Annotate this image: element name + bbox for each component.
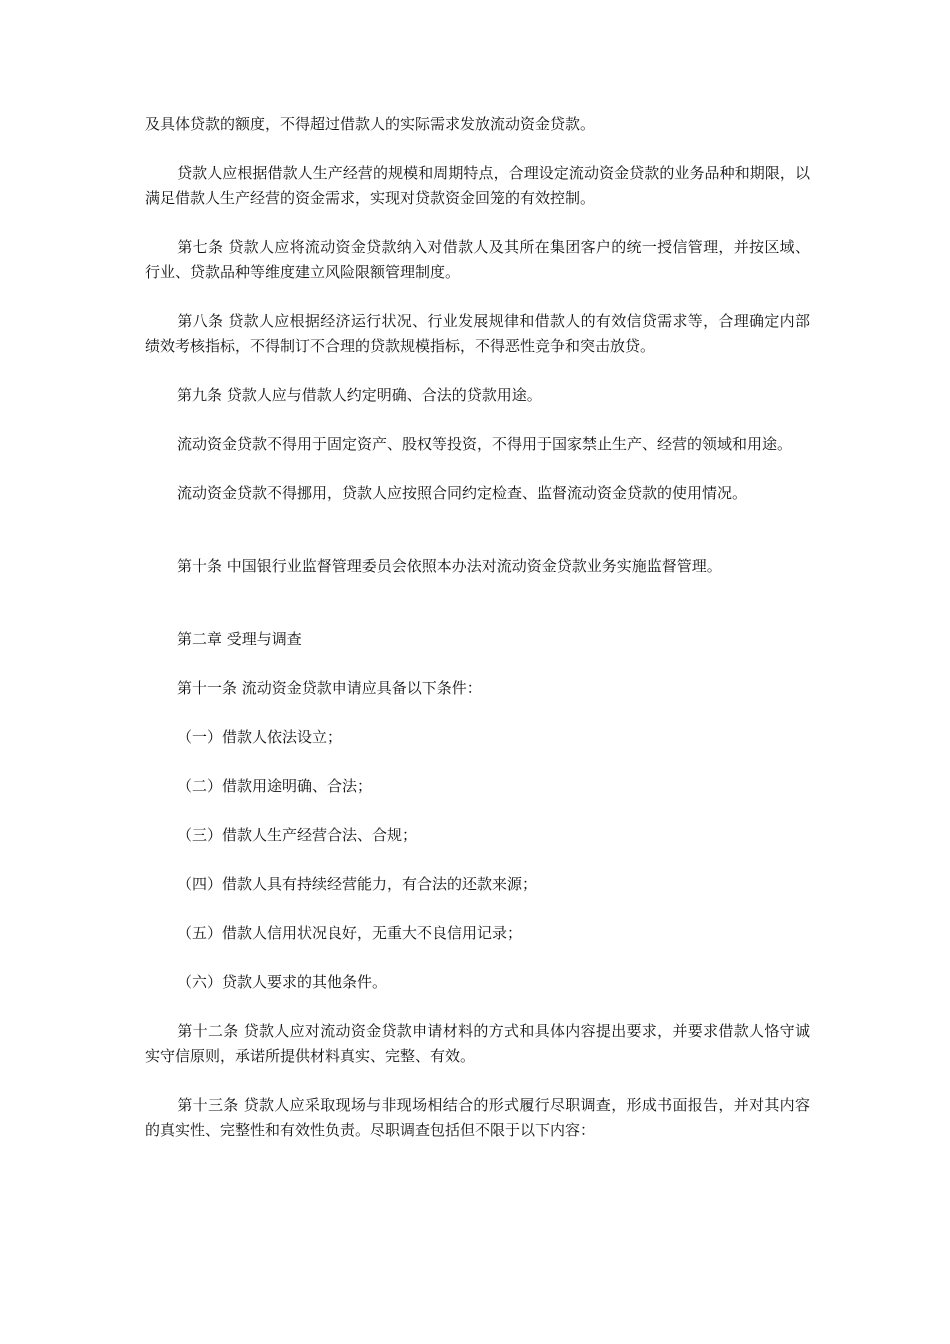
paragraph-text: 第十条 中国银行业监督管理委员会依照本办法对流动资金贷款业务实施监督管理。 (177, 557, 722, 575)
paragraph-text: 第十一条 流动资金贷款申请应具备以下条件： (177, 679, 482, 697)
condition-item (145, 872, 810, 897)
article-12 (145, 1019, 810, 1069)
article-9 (145, 383, 810, 408)
chapter-heading (145, 627, 810, 652)
article-7 (145, 235, 810, 285)
paragraph (145, 161, 810, 211)
condition-item (145, 774, 810, 799)
article-10 (145, 554, 810, 579)
paragraph-text: （一）借款人依法设立； (177, 728, 343, 746)
paragraph-text: 第十三条 贷款人应采取现场与非现场相结合的形式履行尽职调查，形成书面报告，并对其内容的真实性、完整性和有效性负责。尽职调查包括但不限于以下内容： (145, 1096, 810, 1139)
paragraph-text: 第七条 贷款人应将流动资金贷款纳入对借款人及其所在集团客户的统一授信管理，并按区域、行业、贷款品种等维度建立风险限额管理制度。 (145, 238, 810, 281)
article-13 (145, 1093, 810, 1143)
condition-item (145, 725, 810, 750)
paragraph-continuation (145, 112, 810, 137)
paragraph-text: 流动资金贷款不得用于固定资产、股权等投资，不得用于国家禁止生产、经营的领域和用途。 (177, 435, 793, 453)
article-8 (145, 309, 810, 359)
chapter-title: 第二章 受理与调查 (177, 630, 302, 648)
paragraph-text: （三）借款人生产经营合法、合规； (177, 826, 418, 844)
paragraph-text: 第八条 贷款人应根据经济运行状况、行业发展规律和借款人的有效信贷需求等，合理确定内部绩效考核指标，不得制订不合理的贷款规模指标，不得恶性竞争和突击放贷。 (145, 312, 810, 355)
paragraph-text: （四）借款人具有持续经营能力，有合法的还款来源； (177, 875, 538, 893)
paragraph-text: 贷款人应根据借款人生产经营的规模和周期特点，合理设定流动资金贷款的业务品种和期限，以满足借款人生产经营的资金需求，实现对贷款资金回笼的有效控制。 (145, 164, 810, 207)
document-body (145, 112, 810, 1143)
condition-item (145, 921, 810, 946)
paragraph-text: （二）借款用途明确、合法； (177, 777, 373, 795)
paragraph-text: 及具体贷款的额度，不得超过借款人的实际需求发放流动资金贷款。 (145, 115, 596, 133)
condition-item (145, 823, 810, 848)
paragraph (145, 432, 810, 457)
paragraph-text: （六）贷款人要求的其他条件。 (177, 973, 388, 991)
condition-item (145, 970, 810, 995)
paragraph-text: （五）借款人信用状况良好，无重大不良信用记录； (177, 924, 523, 942)
article-11 (145, 676, 810, 701)
paragraph (145, 481, 810, 506)
paragraph-text: 第九条 贷款人应与借款人约定明确、合法的贷款用途。 (177, 386, 542, 404)
paragraph-text: 流动资金贷款不得挪用，贷款人应按照合同约定检查、监督流动资金贷款的使用情况。 (177, 484, 748, 502)
paragraph-text: 第十二条 贷款人应对流动资金贷款申请材料的方式和具体内容提出要求，并要求借款人恪守诚实守信原则，承诺所提供材料真实、完整、有效。 (145, 1022, 810, 1065)
